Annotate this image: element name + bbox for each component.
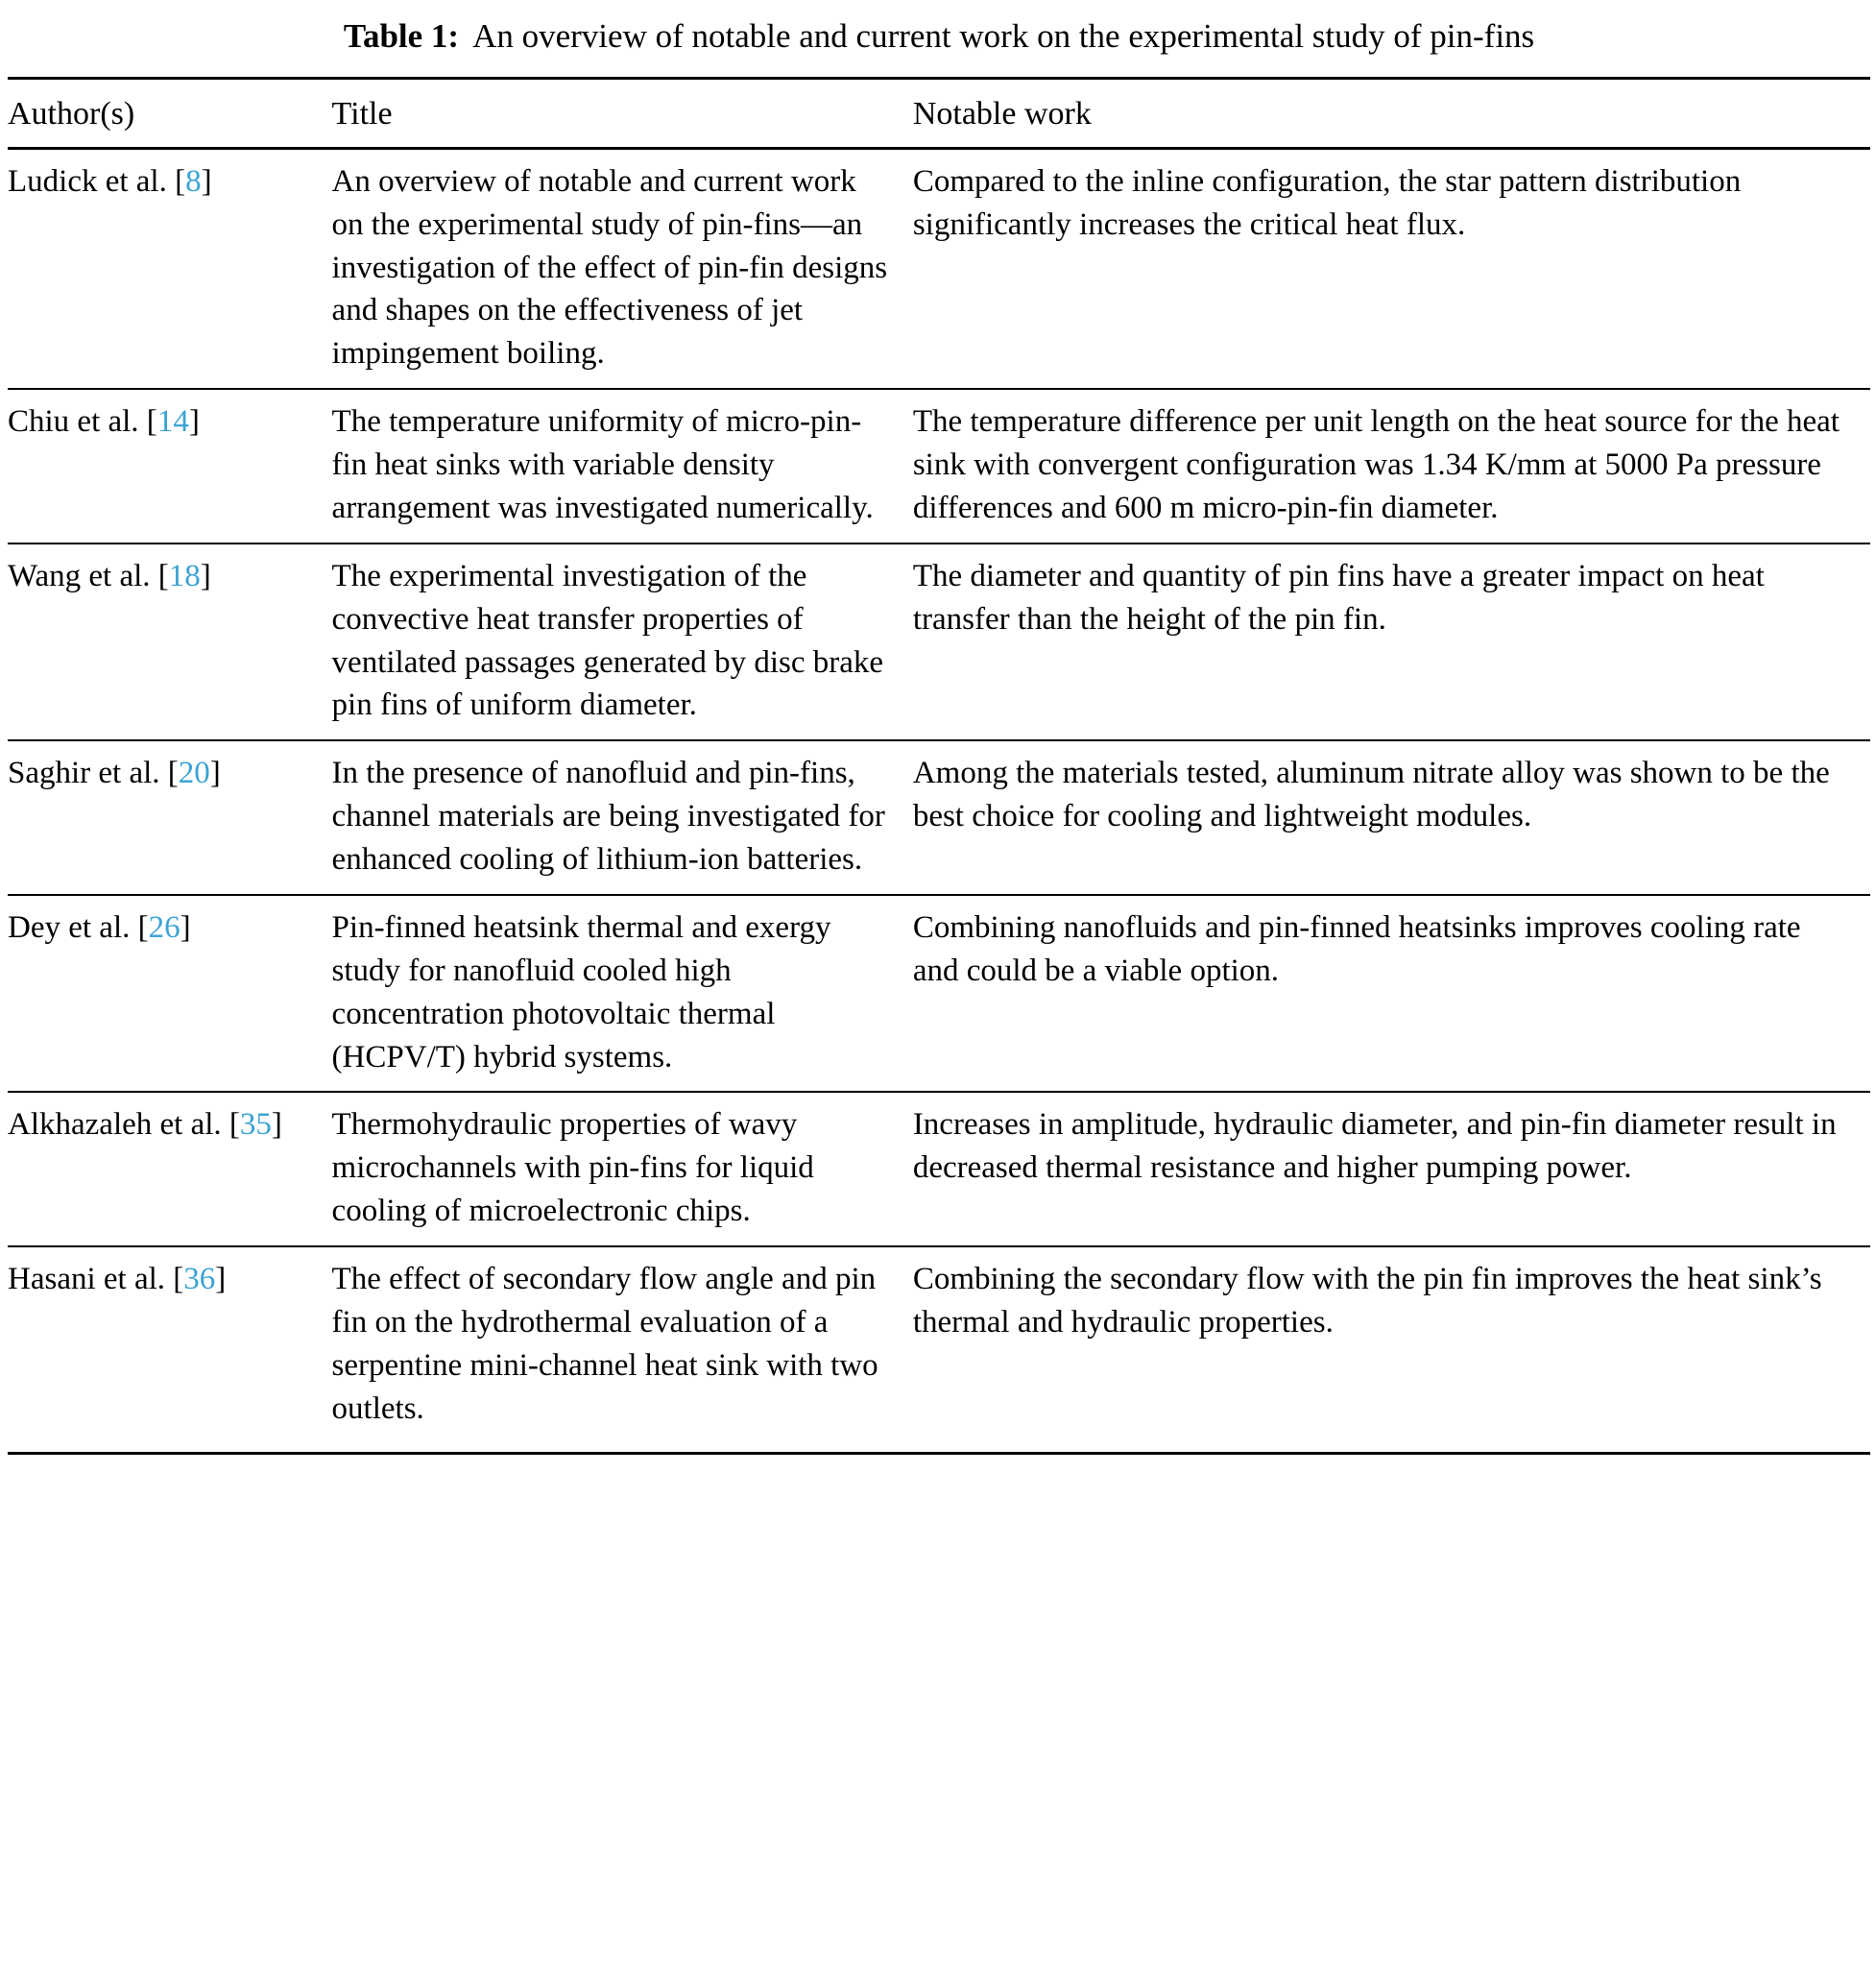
notable-work-cell: Combining nanofluids and pin-finned heatsinks improves cooling rate and could be a viable option.: [913, 895, 1870, 1093]
title-cell: Thermohydraulic properties of wavy microchannels with pin-fins for liquid cooling of microelectronic chips.: [332, 1092, 913, 1246]
table-row: [8, 1092, 1870, 1246]
notable-work-cell: The diameter and quantity of pin fins have a greater impact on heat transfer than the height of the pin fin.: [913, 543, 1870, 741]
pin-fin-overview-table: [8, 77, 1870, 1455]
title-cell: The temperature uniformity of micro-pin-fin heat sinks with variable density arrangement was investigated numerically.: [332, 389, 913, 543]
column-header-authors: Author(s): [8, 78, 332, 148]
table-caption-label: Table 1:: [343, 17, 460, 55]
title-cell: In the presence of nanofluid and pin-fins, channel materials are being investigated for enhanced cooling of lithium-ion batteries.: [332, 740, 913, 895]
citation-link[interactable]: 8: [185, 163, 202, 199]
author-cell: [8, 1246, 332, 1453]
notable-work-cell: Compared to the inline configuration, the star pattern distribution significantly increases the critical heat flux.: [913, 148, 1870, 389]
author-name: Alkhazaleh et al. [: [8, 1107, 240, 1143]
citation-bracket-close: ]: [201, 163, 212, 199]
column-header-notable-work: Notable work: [913, 78, 1870, 148]
citation-link[interactable]: 18: [168, 558, 201, 593]
citation-bracket-close: ]: [209, 756, 221, 791]
table-body: [8, 148, 1870, 1453]
citation-link[interactable]: 14: [156, 404, 189, 440]
notable-work-cell: The temperature difference per unit length on the heat source for the heat sink with convergent configuration was 1.34 K/mm at 5000 Pa pressure differences and 600 m micro-pin-fin diameter.: [913, 389, 1870, 543]
title-cell: An overview of notable and current work on the experimental study of pin-fins—an investigation of the effect of pin-fin designs and shapes on the effectiveness of jet impingement boiling.: [332, 148, 913, 389]
citation-bracket-close: ]: [271, 1107, 282, 1143]
author-name: Saghir et al. [: [8, 756, 179, 791]
table-row: [8, 895, 1870, 1093]
table-caption: [8, 13, 1870, 60]
citation-link[interactable]: 20: [178, 756, 210, 791]
table-row: [8, 1246, 1870, 1453]
author-cell: [8, 148, 332, 389]
author-name: Hasani et al. [: [8, 1262, 184, 1297]
author-cell: [8, 895, 332, 1093]
table-row: [8, 148, 1870, 389]
citation-link[interactable]: 26: [148, 909, 180, 945]
citation-link[interactable]: 35: [239, 1107, 272, 1143]
author-cell: [8, 1092, 332, 1246]
citation-bracket-close: ]: [215, 1262, 227, 1297]
citation-bracket-close: ]: [180, 909, 191, 945]
column-header-title: Title: [332, 78, 913, 148]
table-row: [8, 543, 1870, 741]
title-cell: Pin-finned heatsink thermal and exergy study for nanofluid cooled high concentration photovoltaic thermal (HCPV/T) hybrid systems.: [332, 895, 913, 1093]
citation-bracket-close: ]: [188, 404, 200, 440]
author-name: Dey et al. [: [8, 909, 149, 945]
author-name: Ludick et al. [: [8, 163, 186, 199]
title-cell: The experimental investigation of the convective heat transfer properties of ventilated passages generated by disc brake pin fins of uniform diameter.: [332, 543, 913, 741]
author-cell: [8, 543, 332, 741]
title-cell: The effect of secondary flow angle and pin fin on the hydrothermal evaluation of a serpentine mini-channel heat sink with two outlets.: [331, 1262, 878, 1426]
author-cell: [8, 740, 332, 895]
author-name: Wang et al. [: [8, 558, 169, 593]
citation-bracket-close: ]: [200, 558, 211, 593]
notable-work-cell: Increases in amplitude, hydraulic diameter, and pin-fin diameter result in decreased thermal resistance and higher pumping power.: [913, 1092, 1870, 1246]
notable-work-cell: Among the materials tested, aluminum nitrate alloy was shown to be the best choice for cooling and lightweight modules.: [913, 740, 1870, 895]
table-caption-text: An overview of notable and current work on the experimental study of pin-fins: [472, 17, 1535, 55]
author-name: Chiu et al. [: [8, 404, 157, 440]
table-row: [8, 389, 1870, 543]
table-row: [8, 740, 1870, 895]
author-cell: [8, 389, 332, 543]
notable-work-cell: Combining the secondary flow with the pin fin improves the heat sink’s thermal and hydraulic properties.: [912, 1262, 1822, 1340]
header-row: [8, 78, 1870, 148]
citation-link[interactable]: 36: [183, 1262, 216, 1297]
